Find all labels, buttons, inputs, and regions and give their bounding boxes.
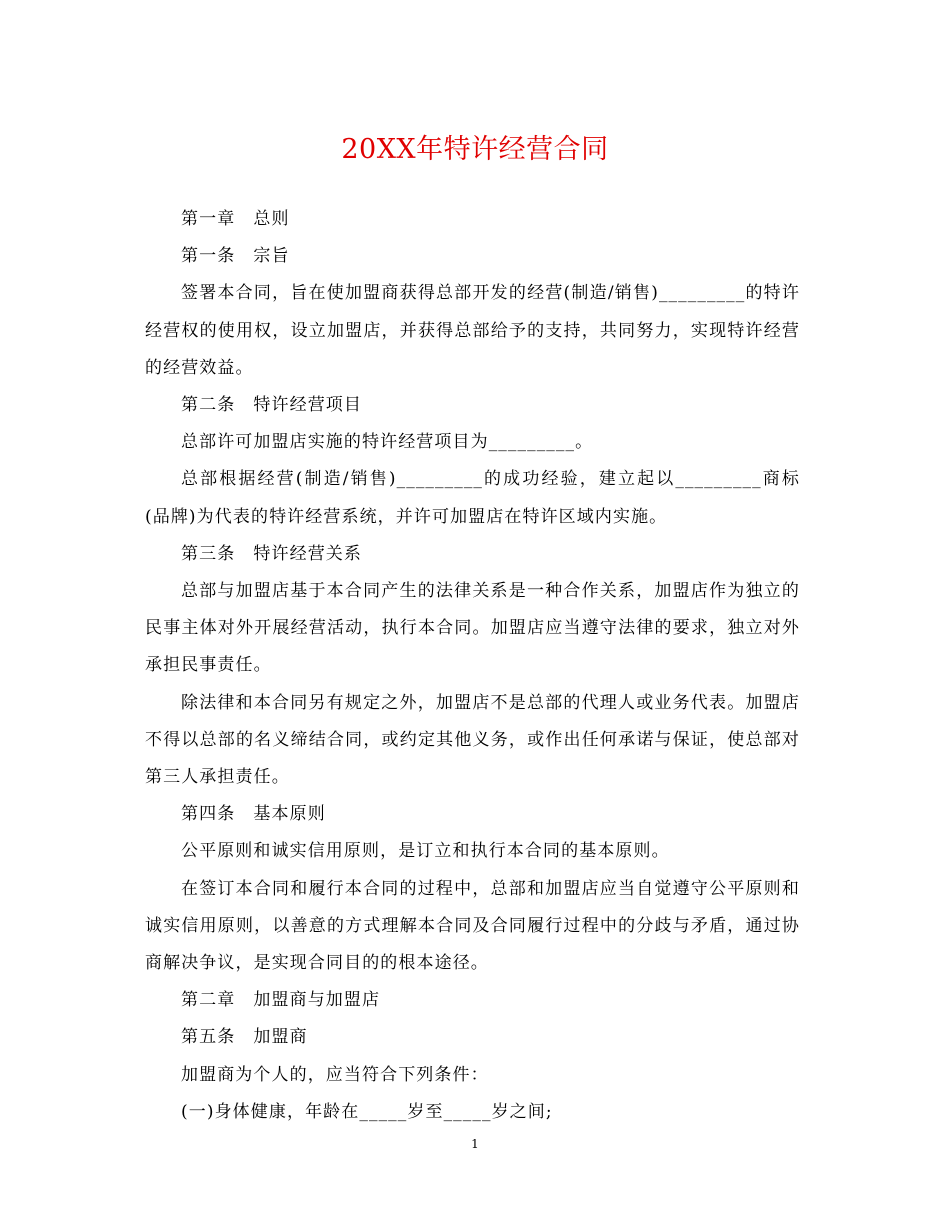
paragraph: 总部与加盟店基于本合同产生的法律关系是一种合作关系，加盟店作为独立的民事主体对外开展经营活动，执行本合同。加盟店应当遵守法律的要求，独立对外承担民事责任。 bbox=[145, 581, 800, 676]
article-heading-4: 第四条 基本原则 bbox=[181, 804, 326, 825]
paragraph: 加盟商为个人的，应当符合下列条件： bbox=[181, 1064, 489, 1085]
paragraph: 除法律和本合同另有规定之外，加盟店不是总部的代理人或业务代表。加盟店不得以总部的名义缔结合同，或约定其他义务，或作出任何承诺与保证，使总部对第三人承担责任。 bbox=[145, 692, 800, 788]
page-number: 1 bbox=[471, 1137, 479, 1151]
document-title: 20XX年特许经营合同 bbox=[341, 134, 609, 165]
article-heading-2: 第二条 特许经营项目 bbox=[181, 395, 362, 416]
article-heading-5: 第五条 加盟商 bbox=[181, 1027, 308, 1048]
paragraph: 公平原则和诚实信用原则，是订立和执行本合同的基本原则。 bbox=[181, 841, 670, 862]
chapter-heading-1: 第一章 总则 bbox=[181, 209, 290, 229]
chapter-heading-2: 第二章 加盟商与加盟店 bbox=[181, 990, 381, 1011]
paragraph: 签署本合同，旨在使加盟商获得总部开发的经营(制造/销售)_________的特许经营权的使用权，设立加盟店，并获得总部给予的支持，共同努力，实现特许经营的经营效益。 bbox=[145, 283, 800, 378]
paragraph: 总部许可加盟店实施的特许经营项目为_________。 bbox=[181, 432, 594, 453]
article-heading-3: 第三条 特许经营关系 bbox=[181, 543, 362, 564]
document-body bbox=[145, 201, 800, 1131]
article-heading-1: 第一条 宗旨 bbox=[181, 246, 290, 267]
paragraph: 总部根据经营(制造/销售)_________的成功经验，建立起以_________商标(品牌)为代表的特许经营系统，并许可加盟店在特许区域内实施。 bbox=[145, 469, 800, 527]
paragraph: 在签订本合同和履行本合同的过程中，总部和加盟店应当自觉遵守公平原则和诚实信用原则，以善意的方式理解本合同及合同履行过程中的分歧与矛盾，通过协商解决争议，是实现合同目的的根本途径。 bbox=[145, 878, 800, 974]
list-item: (一)身体健康，年龄在_____岁至_____岁之间; bbox=[181, 1101, 553, 1122]
